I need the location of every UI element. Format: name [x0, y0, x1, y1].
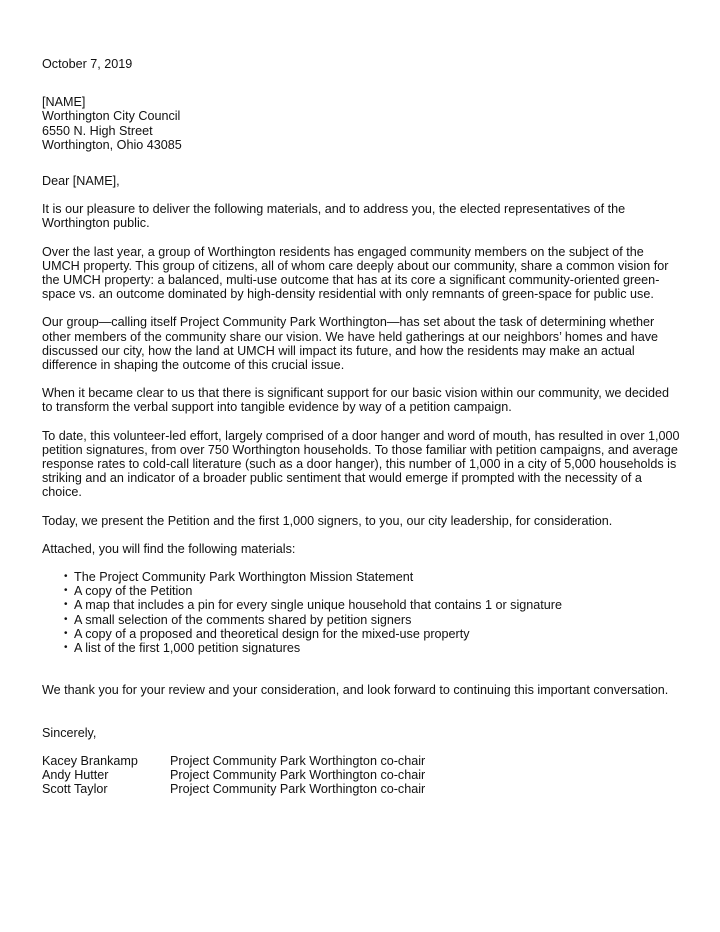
- list-item: • A copy of the Petition: [64, 584, 682, 598]
- recipient-street: 6550 N. High Street: [42, 123, 153, 138]
- body-paragraph: When it became clear to us that there is significant support for our basic vision within our community, we decided to transform the verbal support into tangible evidence by way of a petition campaign.: [42, 386, 669, 415]
- list-item: • The Project Community Park Worthington Mission Statement: [64, 570, 682, 584]
- closing-paragraph: We thank you for your review and your consideration, and look forward to continuing this important conversation.: [42, 683, 669, 698]
- signer-title: Project Community Park Worthington co-chair: [170, 753, 426, 768]
- list-item: • A map that includes a pin for every single unique household that contains 1 or signature: [64, 598, 682, 612]
- list-item: • A small selection of the comments shared by petition signers: [64, 613, 682, 627]
- signer-title: Project Community Park Worthington co-chair: [170, 782, 426, 797]
- list-item: • A copy of a proposed and theoretical design for the mixed-use property: [64, 627, 682, 641]
- signer-row: [42, 754, 682, 768]
- recipient-city: Worthington, Ohio 43085: [42, 137, 182, 152]
- body-paragraph: Our group—calling itself Project Community Park Worthington—has set about the task of determining whether other members of the community share our vision. We have held gatherings at our neighbors’ homes and have discussed our city, how the land at UMCH will impact its future, and how the residents may make an actual difference in shaping the outcome of this crucial issue.: [42, 315, 659, 373]
- body-paragraph: Attached, you will find the following materials:: [42, 541, 296, 556]
- list-item: • A list of the first 1,000 petition signatures: [64, 641, 682, 655]
- body-paragraph: Today, we present the Petition and the first 1,000 signers, to you, our city leadership, for consideration.: [42, 513, 613, 528]
- body-paragraph: Over the last year, a group of Worthington residents has engaged community members on the subject of the UMCH property. This group of citizens, all of whom care deeply about our community, share a common vision for the UMCH property: a balanced, multi-use outcome that has at its core a significant community-oriented green-space vs. an outcome dominated by high-density residential with only remnants of green-space for public use.: [42, 244, 669, 302]
- salutation: Dear [NAME],: [42, 174, 120, 189]
- signer-name: Andy Hutter: [42, 767, 109, 782]
- materials-list: [42, 570, 682, 655]
- letter-date: October 7, 2019: [42, 57, 133, 71]
- signer-name: Kacey Brankamp: [42, 753, 138, 768]
- signers-block: [42, 754, 682, 797]
- body-paragraph: To date, this volunteer-led effort, largely comprised of a door hanger and word of mouth, has resulted in over 1,000 petition signatures, from over 750 Worthington households. To those familiar with petition campaigns, and average response rates to cold-call literature (such as a door hanger), this number of 1,000 in a city of 5,000 households is striking and an indicator of a broader public sentiment that would emerge if prompted with the necessity of a choice.: [42, 428, 680, 500]
- sign-off: Sincerely,: [42, 725, 97, 740]
- signer-row: [42, 768, 682, 782]
- recipient-address: [42, 95, 682, 152]
- signer-row: [42, 782, 682, 796]
- recipient-name: [NAME]: [42, 95, 86, 110]
- letter: [42, 57, 682, 796]
- signer-title: Project Community Park Worthington co-chair: [170, 767, 426, 782]
- signer-name: Scott Taylor: [42, 782, 108, 797]
- body-paragraph: It is our pleasure to deliver the following materials, and to address you, the elected representatives of the Worthington public.: [42, 202, 626, 231]
- recipient-org: Worthington City Council: [42, 109, 181, 124]
